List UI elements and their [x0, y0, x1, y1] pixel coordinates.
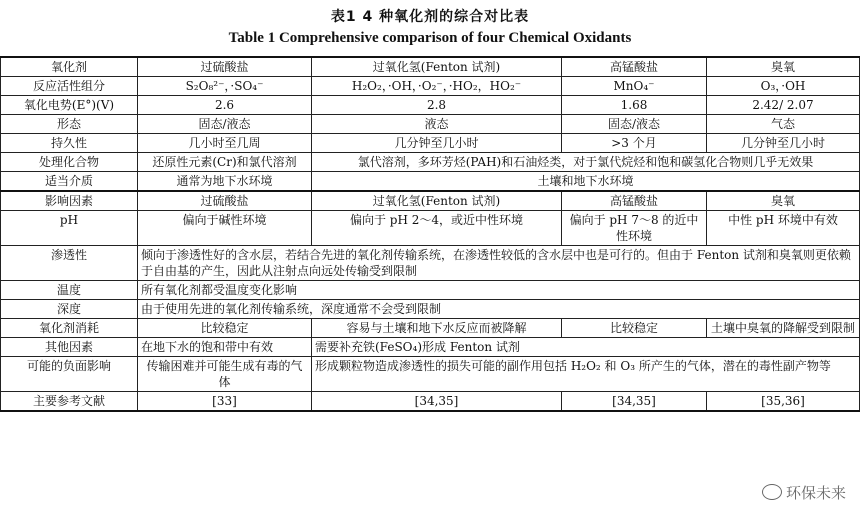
cell: 土壤中臭氧的降解受到限制: [707, 319, 860, 338]
table-row: [1, 191, 860, 211]
cell: 固态/液态: [138, 115, 312, 134]
cell: MnO₄⁻: [562, 77, 707, 96]
cell: 持久性: [1, 134, 138, 153]
cell: 臭氧: [707, 57, 860, 77]
cell: 几分钟至几小时: [312, 134, 562, 153]
cell: [33]: [138, 392, 312, 412]
cell: 还原性元素(Cr)和氯代溶剂: [138, 153, 312, 172]
comparison-table: [0, 56, 860, 412]
cell: 传输困难并可能生成有毒的气体: [138, 357, 312, 392]
table-row: [1, 153, 860, 172]
cell: 过氧化氢(Fenton 试剂): [312, 57, 562, 77]
table-row: [1, 134, 860, 153]
table-row: [1, 338, 860, 357]
table-row: [1, 211, 860, 246]
cell: H₂O₂，·OH，·O₂⁻，·HO₂，HO₂⁻: [312, 77, 562, 96]
cell: 气态: [707, 115, 860, 134]
cell: 渗透性: [1, 246, 138, 281]
table-row: [1, 172, 860, 192]
cell: 比较稳定: [562, 319, 707, 338]
cell: 氧化剂: [1, 57, 138, 77]
cell: 高锰酸盐: [562, 57, 707, 77]
cell: 几分钟至几小时: [707, 134, 860, 153]
cell: 偏向于碱性环境: [138, 211, 312, 246]
cell: 2.8: [312, 96, 562, 115]
cell: 液态: [312, 115, 562, 134]
table-row: [1, 392, 860, 412]
cell: [35,36]: [707, 392, 860, 412]
cell: 处理化合物: [1, 153, 138, 172]
cell: 氧化剂消耗: [1, 319, 138, 338]
cell: 主要参考文献: [1, 392, 138, 412]
wechat-icon: [762, 484, 782, 500]
cell: 氯代溶剂，多环芳烃(PAH)和石油烃类，对于氯代烷烃和饱和碳氢化合物则几乎无效果: [312, 153, 860, 172]
cell: 氧化电势(E°)(V): [1, 96, 138, 115]
table-title-zh: 表1 4 种氧化剂的综合对比表: [330, 9, 530, 25]
cell: [34,35]: [562, 392, 707, 412]
cell: 其他因素: [1, 338, 138, 357]
cell: 在地下水的饱和带中有效: [138, 338, 312, 357]
table-row: [1, 246, 860, 281]
cell: 深度: [1, 300, 138, 319]
cell: 比较稳定: [138, 319, 312, 338]
cell: 过氧化氢(Fenton 试剂): [312, 191, 562, 211]
cell: 高锰酸盐: [562, 191, 707, 211]
cell: [34,35]: [312, 392, 562, 412]
cell: 过硫酸盐: [138, 191, 312, 211]
table-row: [1, 300, 860, 319]
cell: 2.42/ 2.07: [707, 96, 860, 115]
cell: 反应活性组分: [1, 77, 138, 96]
cell: 形成颗粒物造成渗透性的损失可能的副作用包括 H₂O₂ 和 O₃ 所产生的气体，潜在的毒性副产物等: [312, 357, 860, 392]
cell: 偏向于 pH 7～8 的近中性环境: [562, 211, 707, 246]
table-row: [1, 319, 860, 338]
cell: 所有氧化剂都受温度变化影响: [138, 281, 860, 300]
cell: 影响因素: [1, 191, 138, 211]
table-row: [1, 96, 860, 115]
cell: 容易与土壤和地下水反应而被降解: [312, 319, 562, 338]
cell: pH: [1, 211, 138, 246]
watermark-text: 环保未来: [785, 484, 846, 502]
cell: 2.6: [138, 96, 312, 115]
cell: 温度: [1, 281, 138, 300]
cell: 适当介质: [1, 172, 138, 192]
cell: O₃，·OH: [707, 77, 860, 96]
cell: 固态/液态: [562, 115, 707, 134]
cell: 倾向于渗透性好的含水层，若结合先进的氧化剂传输系统，在渗透性较低的含水层中也是可行的。但由于 Fenton 试剂和臭氧则更依赖于自由基的产生，因此从注射点向远处传输受到限制: [138, 246, 860, 281]
cell: 由于使用先进的氧化剂传输系统，深度通常不会受到限制: [138, 300, 860, 319]
table-title-en: Table 1 Comprehensive comparison of four Chemical Oxidants: [228, 30, 632, 46]
cell: 臭氧: [707, 191, 860, 211]
table-row: [1, 357, 860, 392]
table-row: [1, 57, 860, 77]
cell: 需要补充铁(FeSO₄)形成 Fenton 试剂: [312, 338, 860, 357]
watermark: [758, 480, 850, 505]
table-row: [1, 115, 860, 134]
cell: 偏向于 pH 2～4，或近中性环境: [312, 211, 562, 246]
cell: 通常为地下水环境: [138, 172, 312, 192]
cell: 形态: [1, 115, 138, 134]
cell: 过硫酸盐: [138, 57, 312, 77]
table-row: [1, 77, 860, 96]
cell: >3 个月: [562, 134, 707, 153]
table-row: [1, 281, 860, 300]
cell: 可能的负面影响: [1, 357, 138, 392]
cell: 1.68: [562, 96, 707, 115]
cell: 中性 pH 环境中有效: [707, 211, 860, 246]
cell: S₂O₈²⁻，·SO₄⁻: [138, 77, 312, 96]
cell: 几小时至几周: [138, 134, 312, 153]
cell: 土壤和地下水环境: [312, 172, 860, 192]
